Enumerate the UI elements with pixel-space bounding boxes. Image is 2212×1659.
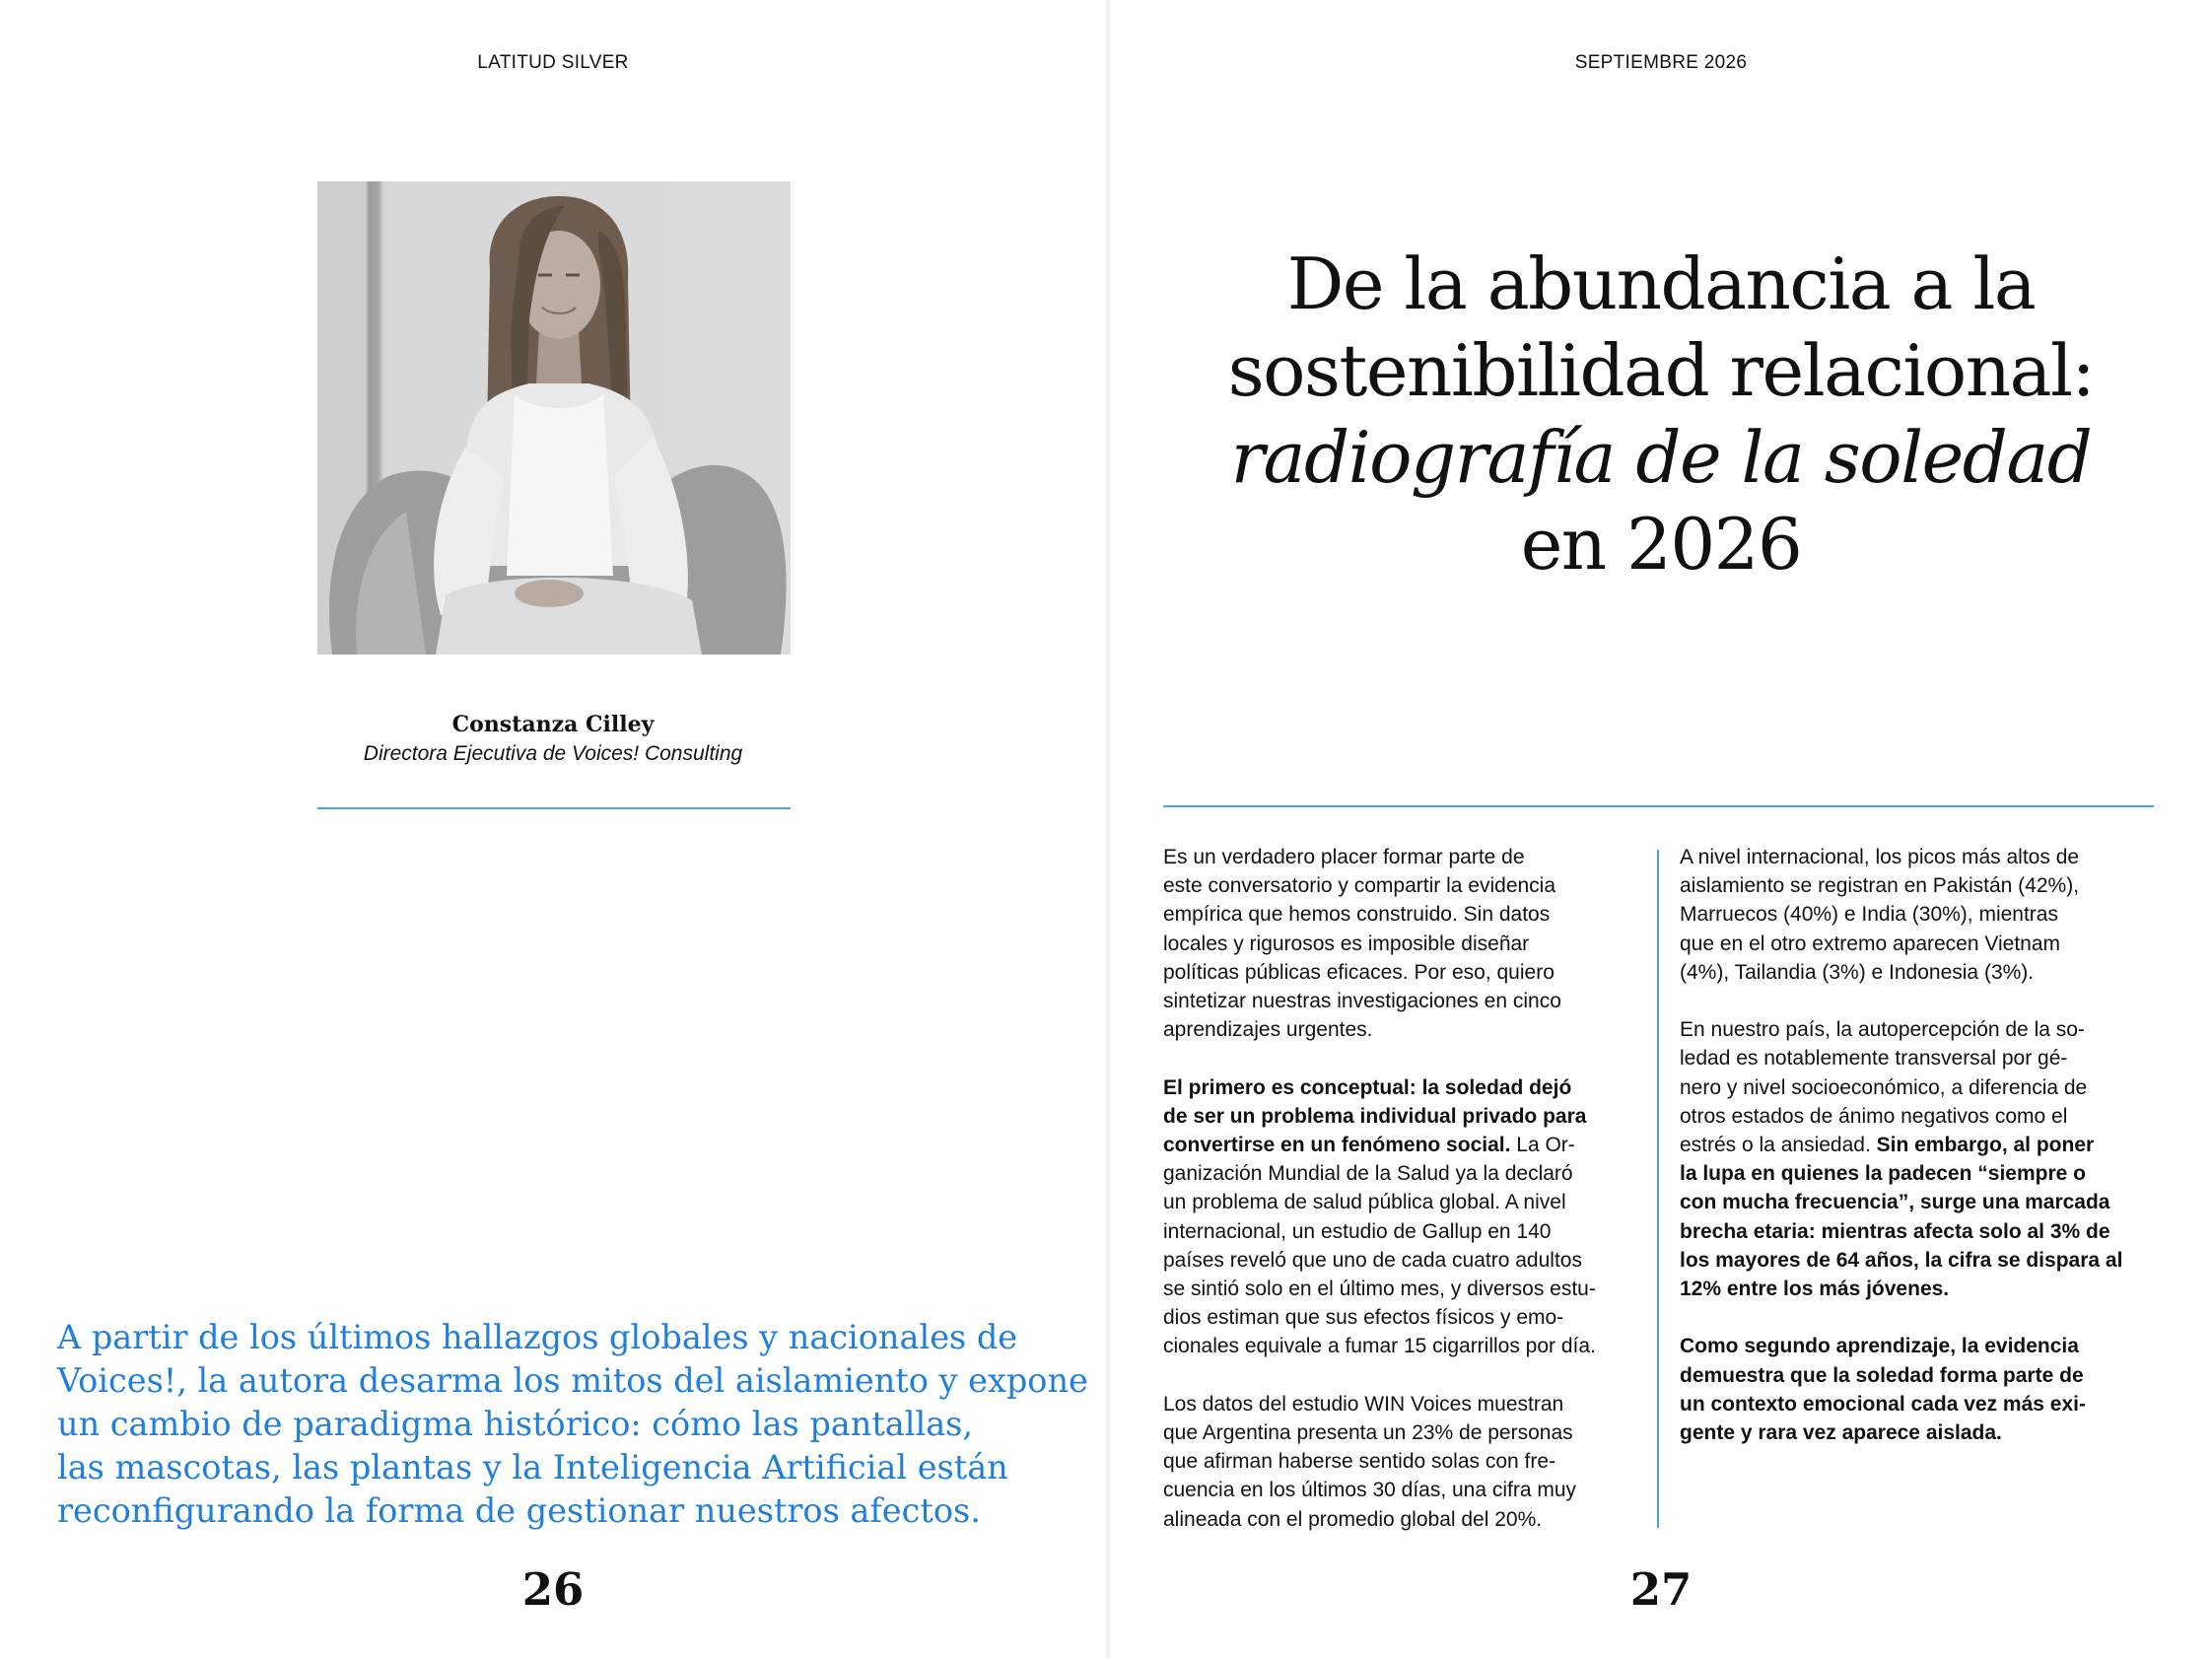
body-line: que afirman haberse sentido solas con fre- (1163, 1450, 1556, 1474)
body-line-bold (1680, 1188, 2192, 1216)
body-line-bold (1680, 1332, 2192, 1360)
running-head-left: LATITUD SILVER (477, 52, 629, 73)
body-line: (4%), Tailandia (3%) e Indonesia (3%). (1680, 960, 2035, 984)
body-line: Marruecos (40%) e India (30%), mientras (1680, 903, 2058, 927)
headline-divider (1163, 805, 2154, 807)
author-role: Directora Ejecutiva de Voices! Consulting (363, 742, 743, 765)
body-line: políticas públicas eficaces. Por eso, quiero (1163, 960, 1555, 984)
body-line: países reveló que uno de cada cuatro adultos (1163, 1248, 1582, 1272)
paragraph-gap (1163, 1044, 1636, 1072)
body-column-left (1163, 843, 1636, 1534)
body-line: se sintió solo en el último mes, y diversos estu- (1163, 1278, 1596, 1301)
body-line-bold (1680, 1275, 2192, 1303)
body-line-bold (1680, 1390, 2192, 1418)
body-line: que en el otro extremo aparecen Vietnam (1680, 932, 2061, 955)
lede-paragraph (57, 1316, 1088, 1533)
headline-line: De la abundancia a la (1286, 242, 2036, 325)
author-name: Constanza Cilley (451, 712, 655, 737)
body-line: ledad es notablemente transversal por gé- (1680, 1047, 2068, 1071)
body-line-bold (1680, 1418, 2192, 1447)
bold-text: El primero es conceptual: la soledad dejó (1163, 1075, 1572, 1099)
body-line: un problema de salud pública global. A nivel (1163, 1191, 1566, 1214)
headline-line: en 2026 (1520, 503, 1802, 586)
body-line: cionales equivale a fumar 15 cigarrillos por día. (1163, 1335, 1596, 1358)
body-line: aprendizajes urgentes. (1163, 1018, 1373, 1042)
bold-text: convertirse en un fenómeno social. (1163, 1134, 1511, 1157)
body-line: que Argentina presenta un 23% de personas (1163, 1421, 1573, 1445)
body-line: En nuestro país, la autopercepción de la so- (1680, 1018, 2085, 1042)
body-line-bold (1680, 1217, 2192, 1246)
paragraph-gap (1680, 1303, 2192, 1332)
body-line-mixed (1680, 1131, 2192, 1159)
body-line: aislamiento se registran en Pakistán (42%), (1680, 874, 2080, 898)
bold-text: Sin embargo, al poner (1876, 1134, 2095, 1157)
body-line: sintetizar nuestras investigaciones en cinco (1163, 990, 1561, 1013)
bold-text: los mayores de 64 años, la cifra se dispara al (1680, 1248, 2123, 1272)
body-line-bold (1680, 1159, 2192, 1188)
bold-text: con mucha frecuencia”, surge una marcada (1680, 1191, 2110, 1214)
body-line: internacional, un estudio de Gallup en 140 (1163, 1219, 1552, 1243)
article-headline (1110, 241, 2212, 588)
bold-text: de ser un problema individual privado para (1163, 1104, 1587, 1128)
bold-text: 12% entre los más jóvenes. (1680, 1278, 1950, 1301)
body-line: ganización Mundial de la Salud ya la declaró (1163, 1162, 1573, 1186)
body-line: A nivel internacional, los picos más altos de (1680, 846, 2080, 868)
right-page (1110, 0, 2212, 1659)
body-line: otros estados de ánimo negativos como el (1680, 1104, 2068, 1128)
headline-line: sostenibilidad relacional: (1227, 329, 2095, 412)
paragraph-gap (1163, 1361, 1636, 1390)
lede-line: A partir de los últimos hallazgos globales y nacionales de (57, 1318, 1018, 1356)
page-number-left: 26 (521, 1563, 585, 1616)
body-column-right (1680, 843, 2192, 1447)
plain-text: estrés o la ansiedad. (1680, 1134, 1877, 1157)
bold-text: un contexto emocional cada vez más exi- (1680, 1392, 2086, 1416)
body-line: Los datos del estudio WIN Voices muestran (1163, 1392, 1564, 1416)
body-line: alineada con el promedio global del 20%. (1163, 1507, 1543, 1531)
author-photo (317, 181, 791, 655)
bold-text: Como segundo aprendizaje, la evidencia (1680, 1335, 2079, 1358)
plain-text: La Or- (1510, 1134, 1575, 1157)
lede-line: un cambio de paradigma histórico: cómo las pantallas, (57, 1405, 974, 1443)
lede-line: reconfigurando la forma de gestionar nuestros afectos. (57, 1491, 981, 1530)
lede-line: Voices!, la autora desarma los mitos del aislamiento y expone (57, 1361, 1088, 1400)
body-line-bold (1680, 1246, 2192, 1275)
body-line-bold (1163, 1073, 1636, 1102)
caption-divider (317, 807, 791, 809)
bold-text: brecha etaria: mientras afecta solo al 3% de (1680, 1219, 2110, 1243)
body-line: empírica que hemos construido. Sin datos (1163, 903, 1551, 927)
bold-text: la lupa en quienes la padecen “siempre o (1680, 1162, 2086, 1186)
page-number-right: 27 (1629, 1563, 1693, 1616)
body-line: este conversatorio y compartir la evidencia (1163, 874, 1556, 898)
body-line-mixed (1163, 1131, 1636, 1159)
body-line-bold (1680, 1361, 2192, 1390)
body-line: Es un verdadero placer formar parte de (1163, 846, 1525, 868)
lede-line: las mascotas, las plantas y la Inteligencia Artificial están (57, 1448, 1008, 1486)
running-head-right: SEPTIEMBRE 2026 (1574, 52, 1748, 73)
body-line-bold (1163, 1102, 1636, 1131)
body-line: nero y nivel socioeconómico, a diferencia de (1680, 1075, 2088, 1099)
paragraph-gap (1680, 987, 2192, 1015)
body-line: locales y rigurosos es imposible diseñar (1163, 932, 1530, 955)
body-line: cuencia en los últimos 30 días, una cifra muy (1163, 1479, 1577, 1502)
body-line: dios estiman que sus efectos físicos y emo- (1163, 1306, 1564, 1330)
bold-text: demuestra que la soledad forma parte de (1680, 1363, 2084, 1387)
column-divider (1657, 850, 1659, 1528)
bold-text: gente y rara vez aparece aislada. (1680, 1421, 2002, 1445)
headline-line-italic: radiografía de la soledad (1230, 416, 2092, 499)
